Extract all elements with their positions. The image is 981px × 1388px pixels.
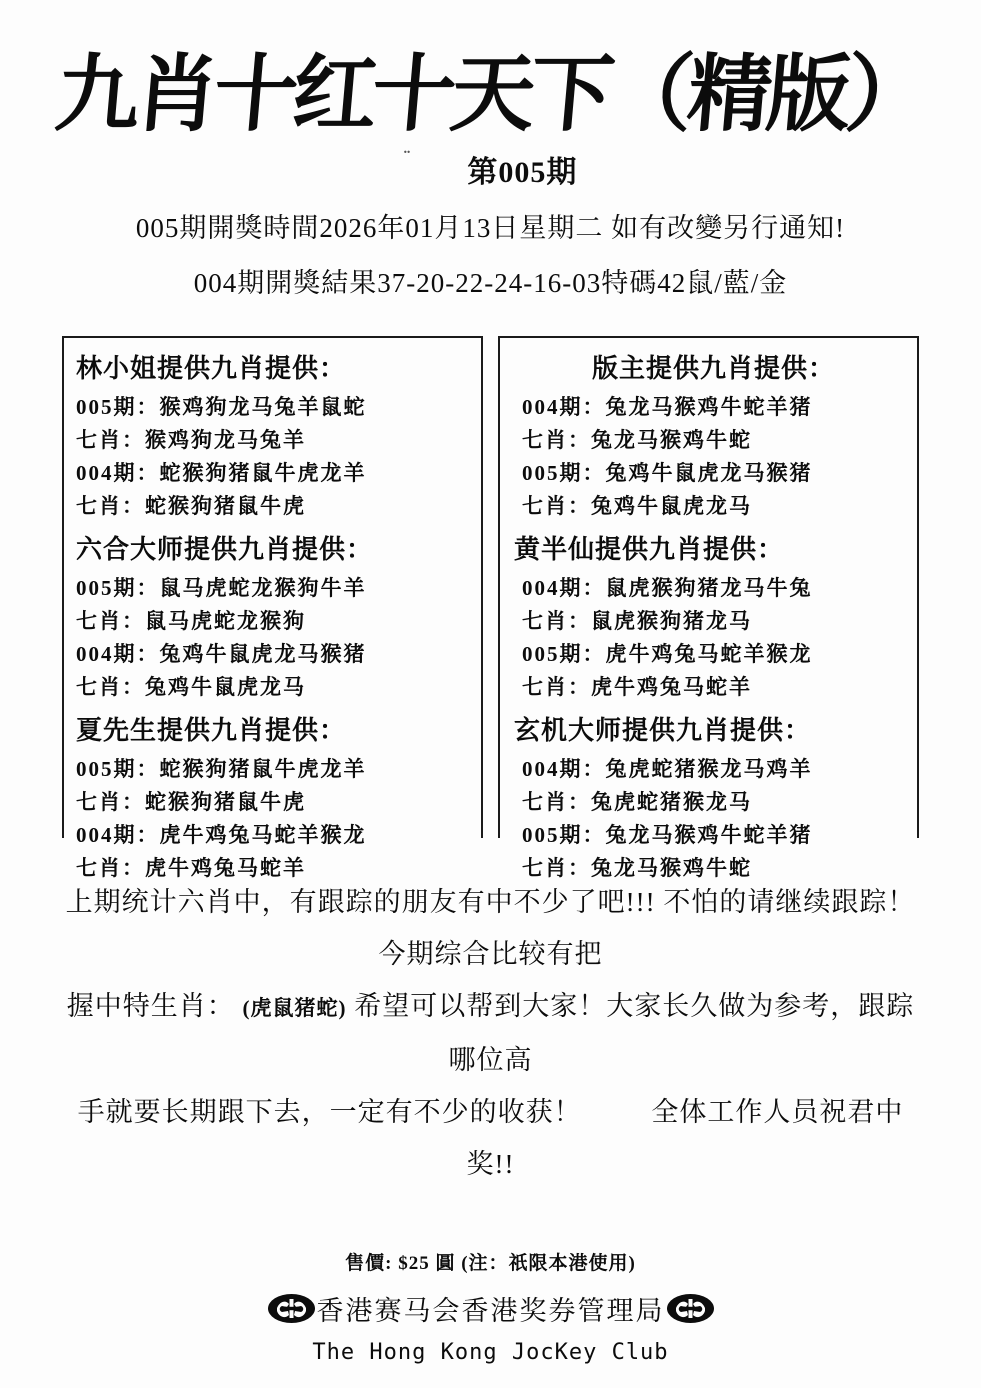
commentary-paragraph <box>58 876 923 1190</box>
organization-name-cn: 香港赛马会香港奖券管理局 <box>316 1295 665 1326</box>
predictions-grid <box>62 336 919 880</box>
section-huang-banxian <box>512 533 913 704</box>
left-column <box>62 336 483 880</box>
prediction-row: 005期：兔龙马猴鸡牛蛇羊猪 <box>522 822 813 847</box>
price-line: 售價: $25 圓 (注：祇限本港使用) <box>345 1252 636 1274</box>
commentary-line-2 <box>58 980 923 1086</box>
prediction-row: 七肖：虎牛鸡兔马蛇羊 <box>76 855 306 880</box>
organization-name-en: The Hong Kong JocKey Club <box>312 1339 669 1365</box>
issue-number: 第005期 <box>467 155 578 189</box>
prediction-row: 七肖：兔龙马猴鸡牛蛇 <box>522 855 752 880</box>
draw-time-notice: 005期開獎時間2026年01月13日星期二 如有改變另行通知! <box>135 212 846 243</box>
prediction-row: 005期：兔鸡牛鼠虎龙马猴猪 <box>522 460 813 485</box>
prediction-row: 004期：兔虎蛇猪猴龙马鸡羊 <box>522 756 813 781</box>
prediction-row: 七肖：蛇猴狗猪鼠牛虎 <box>76 789 306 814</box>
prediction-row: 004期：鼠虎猴狗猪龙马牛兔 <box>522 575 813 600</box>
commentary-line2-prefix: 握中特生肖： <box>66 990 235 1021</box>
previous-result-line: 004期開獎結果37-20-22-24-16-03特碼42鼠/藍/金 <box>193 267 788 298</box>
commentary-line2-suffix: 希望可以帮到大家！大家长久做为参考，跟踪哪位高 <box>354 990 915 1075</box>
commentary-line-1: 上期统计六肖中，有跟踪的朋友有中不少了吧!!! 不怕的请继续跟踪！今期综合比较有把 <box>65 886 916 969</box>
prediction-row: 七肖：鼠马虎蛇龙猴狗 <box>76 608 306 633</box>
section-header: 林小姐提供九肖提供： <box>76 353 347 383</box>
section-liuhe-dashi <box>76 533 477 704</box>
right-column <box>498 336 919 880</box>
masthead-title: 九肖十红十天下（精版） <box>51 45 930 143</box>
section-banzhu <box>512 352 913 523</box>
section-header: 黄半仙提供九肖提供： <box>514 534 785 564</box>
section-xia-xiansheng <box>76 714 477 885</box>
issue-line <box>0 147 981 191</box>
prediction-row: 005期：鼠马虎蛇龙猴狗牛羊 <box>76 575 367 600</box>
commentary-line3-right: 全体工作人员祝君中奖!! <box>466 1096 904 1179</box>
prediction-row: 004期：蛇猴狗猪鼠牛虎龙羊 <box>76 460 367 485</box>
organization-row <box>0 1289 981 1328</box>
section-header: 夏先生提供九肖提供： <box>76 715 347 745</box>
prediction-row: 七肖：兔龙马猴鸡牛蛇 <box>522 427 752 452</box>
prediction-row: 004期：兔龙马猴鸡牛蛇羊猪 <box>522 394 813 419</box>
section-header: 六合大师提供九肖提供： <box>76 534 374 564</box>
special-zodiac-picks: (虎鼠猪蛇) <box>242 995 347 1020</box>
prediction-row: 七肖：兔虎蛇猪猴龙马 <box>522 789 752 814</box>
scan-smudge-mark: ¨ <box>403 146 412 169</box>
section-lin-xiaojie <box>76 352 477 523</box>
commentary-line3-left: 手就要长期跟下去，一定有不少的收获！ <box>77 1096 582 1127</box>
commentary-line-3 <box>58 1086 923 1190</box>
prediction-row: 004期：兔鸡牛鼠虎龙马猴猪 <box>76 641 367 666</box>
section-xuanji-dashi <box>512 714 913 885</box>
prediction-row: 005期：虎牛鸡兔马蛇羊猴龙 <box>522 641 813 666</box>
prediction-row: 七肖：虎牛鸡兔马蛇羊 <box>522 674 752 699</box>
prediction-row: 004期：虎牛鸡兔马蛇羊猴龙 <box>76 822 367 847</box>
prediction-row: 七肖：兔鸡牛鼠虎龙马 <box>522 493 752 518</box>
hkjc-logo-icon <box>666 1293 715 1324</box>
prediction-row: 七肖：猴鸡狗龙马兔羊 <box>76 427 306 452</box>
hkjc-logo-icon <box>267 1293 316 1324</box>
prediction-row: 七肖：兔鸡牛鼠虎龙马 <box>76 674 306 699</box>
section-header: 玄机大师提供九肖提供： <box>514 715 812 745</box>
prediction-row: 七肖：蛇猴狗猪鼠牛虎 <box>76 493 306 518</box>
prediction-row: 005期：猴鸡狗龙马兔羊鼠蛇 <box>76 394 367 419</box>
prediction-row: 005期：蛇猴狗猪鼠牛虎龙羊 <box>76 756 367 781</box>
section-header: 版主提供九肖提供： <box>591 353 835 383</box>
prediction-row: 七肖：鼠虎猴狗猪龙马 <box>522 608 752 633</box>
